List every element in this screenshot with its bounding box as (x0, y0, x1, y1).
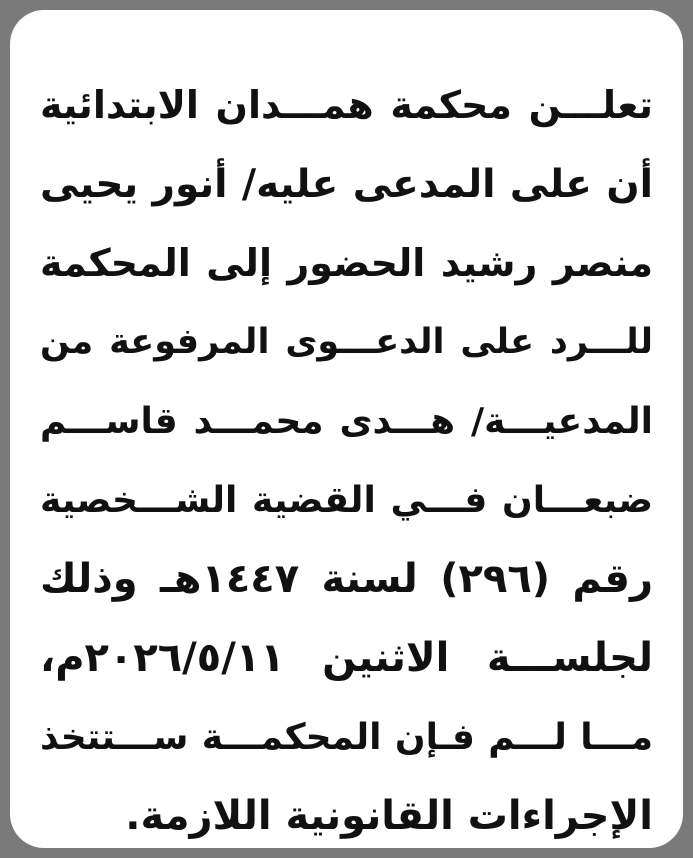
notice-line-10: الإجراءات القانونية اللازمة. (125, 793, 653, 839)
notice-line-4: للـــرد على الدعـــوى المرفوعة من (40, 322, 653, 362)
notice-line-5: المدعيـــة/ هـــدى محمـــد قاســـم (40, 401, 653, 442)
notice-line-3: منصر رشيد الحضور إلى المحكمة (40, 241, 653, 285)
notice-frame (10, 10, 683, 848)
notice-line-2: أن على المدعى عليه/ أنور يحيى (40, 162, 653, 207)
court-notice-text (40, 66, 653, 856)
notice-line-7: رقم (٢٩٦) لسنة ١٤٤٧هـ وذلك (40, 556, 653, 602)
notice-line-9: مـــا لـــم فـإن المحكمـــة ســـتتخذ (40, 717, 653, 758)
notice-line-6: ضبعـــان فـــي القضية الشـــخصية (40, 480, 653, 521)
notice-line-1: تعلـــن محكمة همـــدان الابتدائية (40, 83, 653, 127)
notice-line-8: لجلســـة الاثنين ٢٠٢٦/٥/١١م، (40, 635, 653, 681)
